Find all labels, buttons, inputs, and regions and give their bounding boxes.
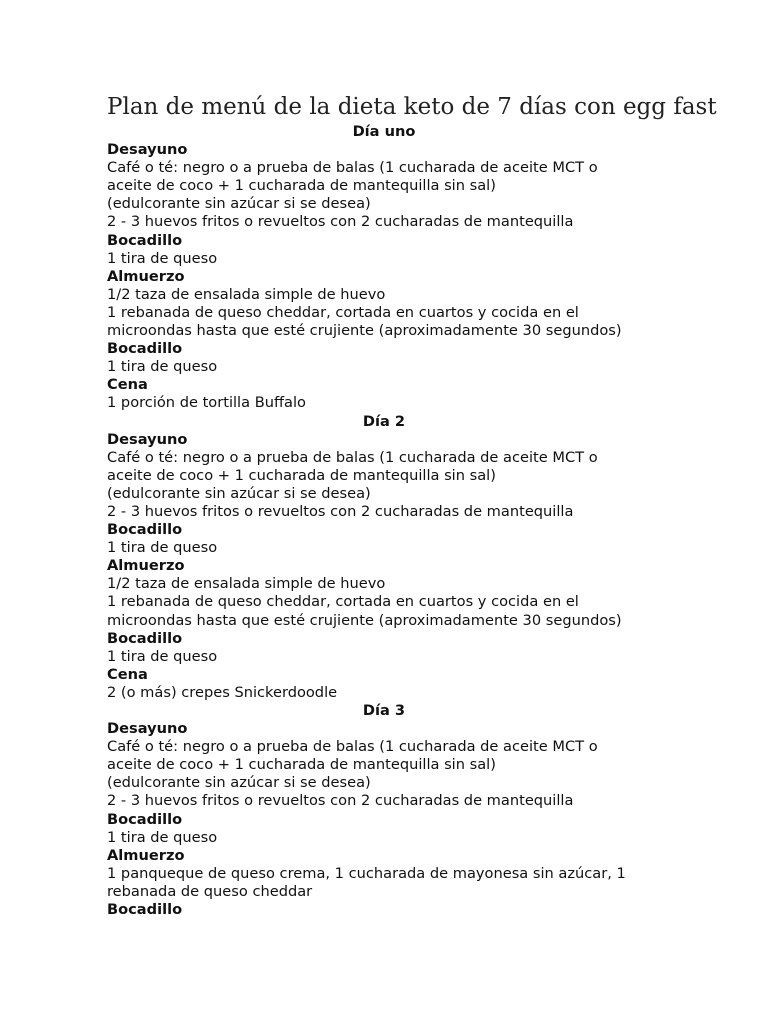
meal-item-line: 1 tira de queso bbox=[107, 828, 218, 846]
meal-heading: Cena bbox=[107, 376, 148, 394]
meal-item-line: 1/2 taza de ensalada simple de huevo bbox=[107, 285, 386, 303]
meal-heading: Almuerzo bbox=[107, 557, 185, 575]
meal-item-line: (edulcorante sin azúcar si se desea) bbox=[107, 195, 371, 213]
meal-item-line: 1 rebanada de queso cheddar, cortada en cuartos y cocida en el bbox=[107, 593, 579, 611]
meal-item-line: 1 panqueque de queso crema, 1 cucharada de mayonesa sin azúcar, 1 bbox=[107, 864, 626, 882]
meal-item-line: 1 tira de queso bbox=[107, 249, 218, 267]
meal-item-line: 2 - 3 huevos fritos o revueltos con 2 cucharadas de mantequilla bbox=[107, 792, 574, 810]
meal-heading: Cena bbox=[107, 665, 148, 683]
meal-heading: Desayuno bbox=[107, 430, 188, 448]
meal-item-line: 1 tira de queso bbox=[107, 539, 218, 557]
meal-heading: Bocadillo bbox=[107, 629, 183, 647]
meal-item-line: Café o té: negro o a prueba de balas (1 cucharada de aceite MCT o bbox=[107, 738, 598, 756]
meal-heading: Almuerzo bbox=[107, 846, 185, 864]
meal-item-line: microondas hasta que esté crujiente (aproximadamente 30 segundos) bbox=[107, 611, 622, 629]
meal-item-line: aceite de coco + 1 cucharada de mantequilla sin sal) bbox=[107, 177, 496, 195]
document-title: Plan de menú de la dieta keto de 7 días con egg fast bbox=[107, 94, 717, 120]
meal-item-line: 1 porción de tortilla Buffalo bbox=[107, 394, 306, 412]
meal-heading: Bocadillo bbox=[107, 231, 183, 249]
meal-item-line: 2 - 3 huevos fritos o revueltos con 2 cucharadas de mantequilla bbox=[107, 502, 574, 520]
meal-heading: Desayuno bbox=[107, 720, 188, 738]
meal-heading: Bocadillo bbox=[107, 901, 183, 919]
meal-item-line: Café o té: negro o a prueba de balas (1 cucharada de aceite MCT o bbox=[107, 159, 598, 177]
meal-item-line: 1 tira de queso bbox=[107, 647, 218, 665]
meal-heading: Bocadillo bbox=[107, 340, 183, 358]
day-heading: Día uno bbox=[352, 123, 416, 140]
meal-item-line: aceite de coco + 1 cucharada de mantequilla sin sal) bbox=[107, 756, 496, 774]
day-section bbox=[107, 123, 667, 413]
day-section bbox=[107, 413, 667, 703]
meal-item-line: 1 rebanada de queso cheddar, cortada en cuartos y cocida en el bbox=[107, 303, 579, 321]
meal-item-line: microondas hasta que esté crujiente (aproximadamente 30 segundos) bbox=[107, 322, 622, 340]
document-page bbox=[107, 92, 717, 919]
meal-item-line: (edulcorante sin azúcar si se desea) bbox=[107, 484, 371, 502]
meal-heading: Desayuno bbox=[107, 141, 188, 159]
meal-heading: Bocadillo bbox=[107, 521, 183, 539]
meal-item-line: 2 (o más) crepes Snickerdoodle bbox=[107, 683, 338, 701]
meal-item-line: 2 - 3 huevos fritos o revueltos con 2 cucharadas de mantequilla bbox=[107, 213, 574, 231]
days-container bbox=[107, 123, 667, 919]
meal-heading: Bocadillo bbox=[107, 810, 183, 828]
meal-item-line: rebanada de queso cheddar bbox=[107, 882, 313, 900]
meal-heading: Almuerzo bbox=[107, 267, 185, 285]
day-heading: Día 3 bbox=[362, 702, 406, 719]
meal-item-line: (edulcorante sin azúcar si se desea) bbox=[107, 774, 371, 792]
meal-item-line: aceite de coco + 1 cucharada de mantequilla sin sal) bbox=[107, 466, 496, 484]
day-section bbox=[107, 702, 667, 919]
day-heading: Día 2 bbox=[362, 412, 406, 430]
meal-item-line: 1 tira de queso bbox=[107, 358, 218, 376]
meal-item-line: Café o té: negro o a prueba de balas (1 cucharada de aceite MCT o bbox=[107, 448, 598, 466]
meal-item-line: 1/2 taza de ensalada simple de huevo bbox=[107, 575, 386, 593]
